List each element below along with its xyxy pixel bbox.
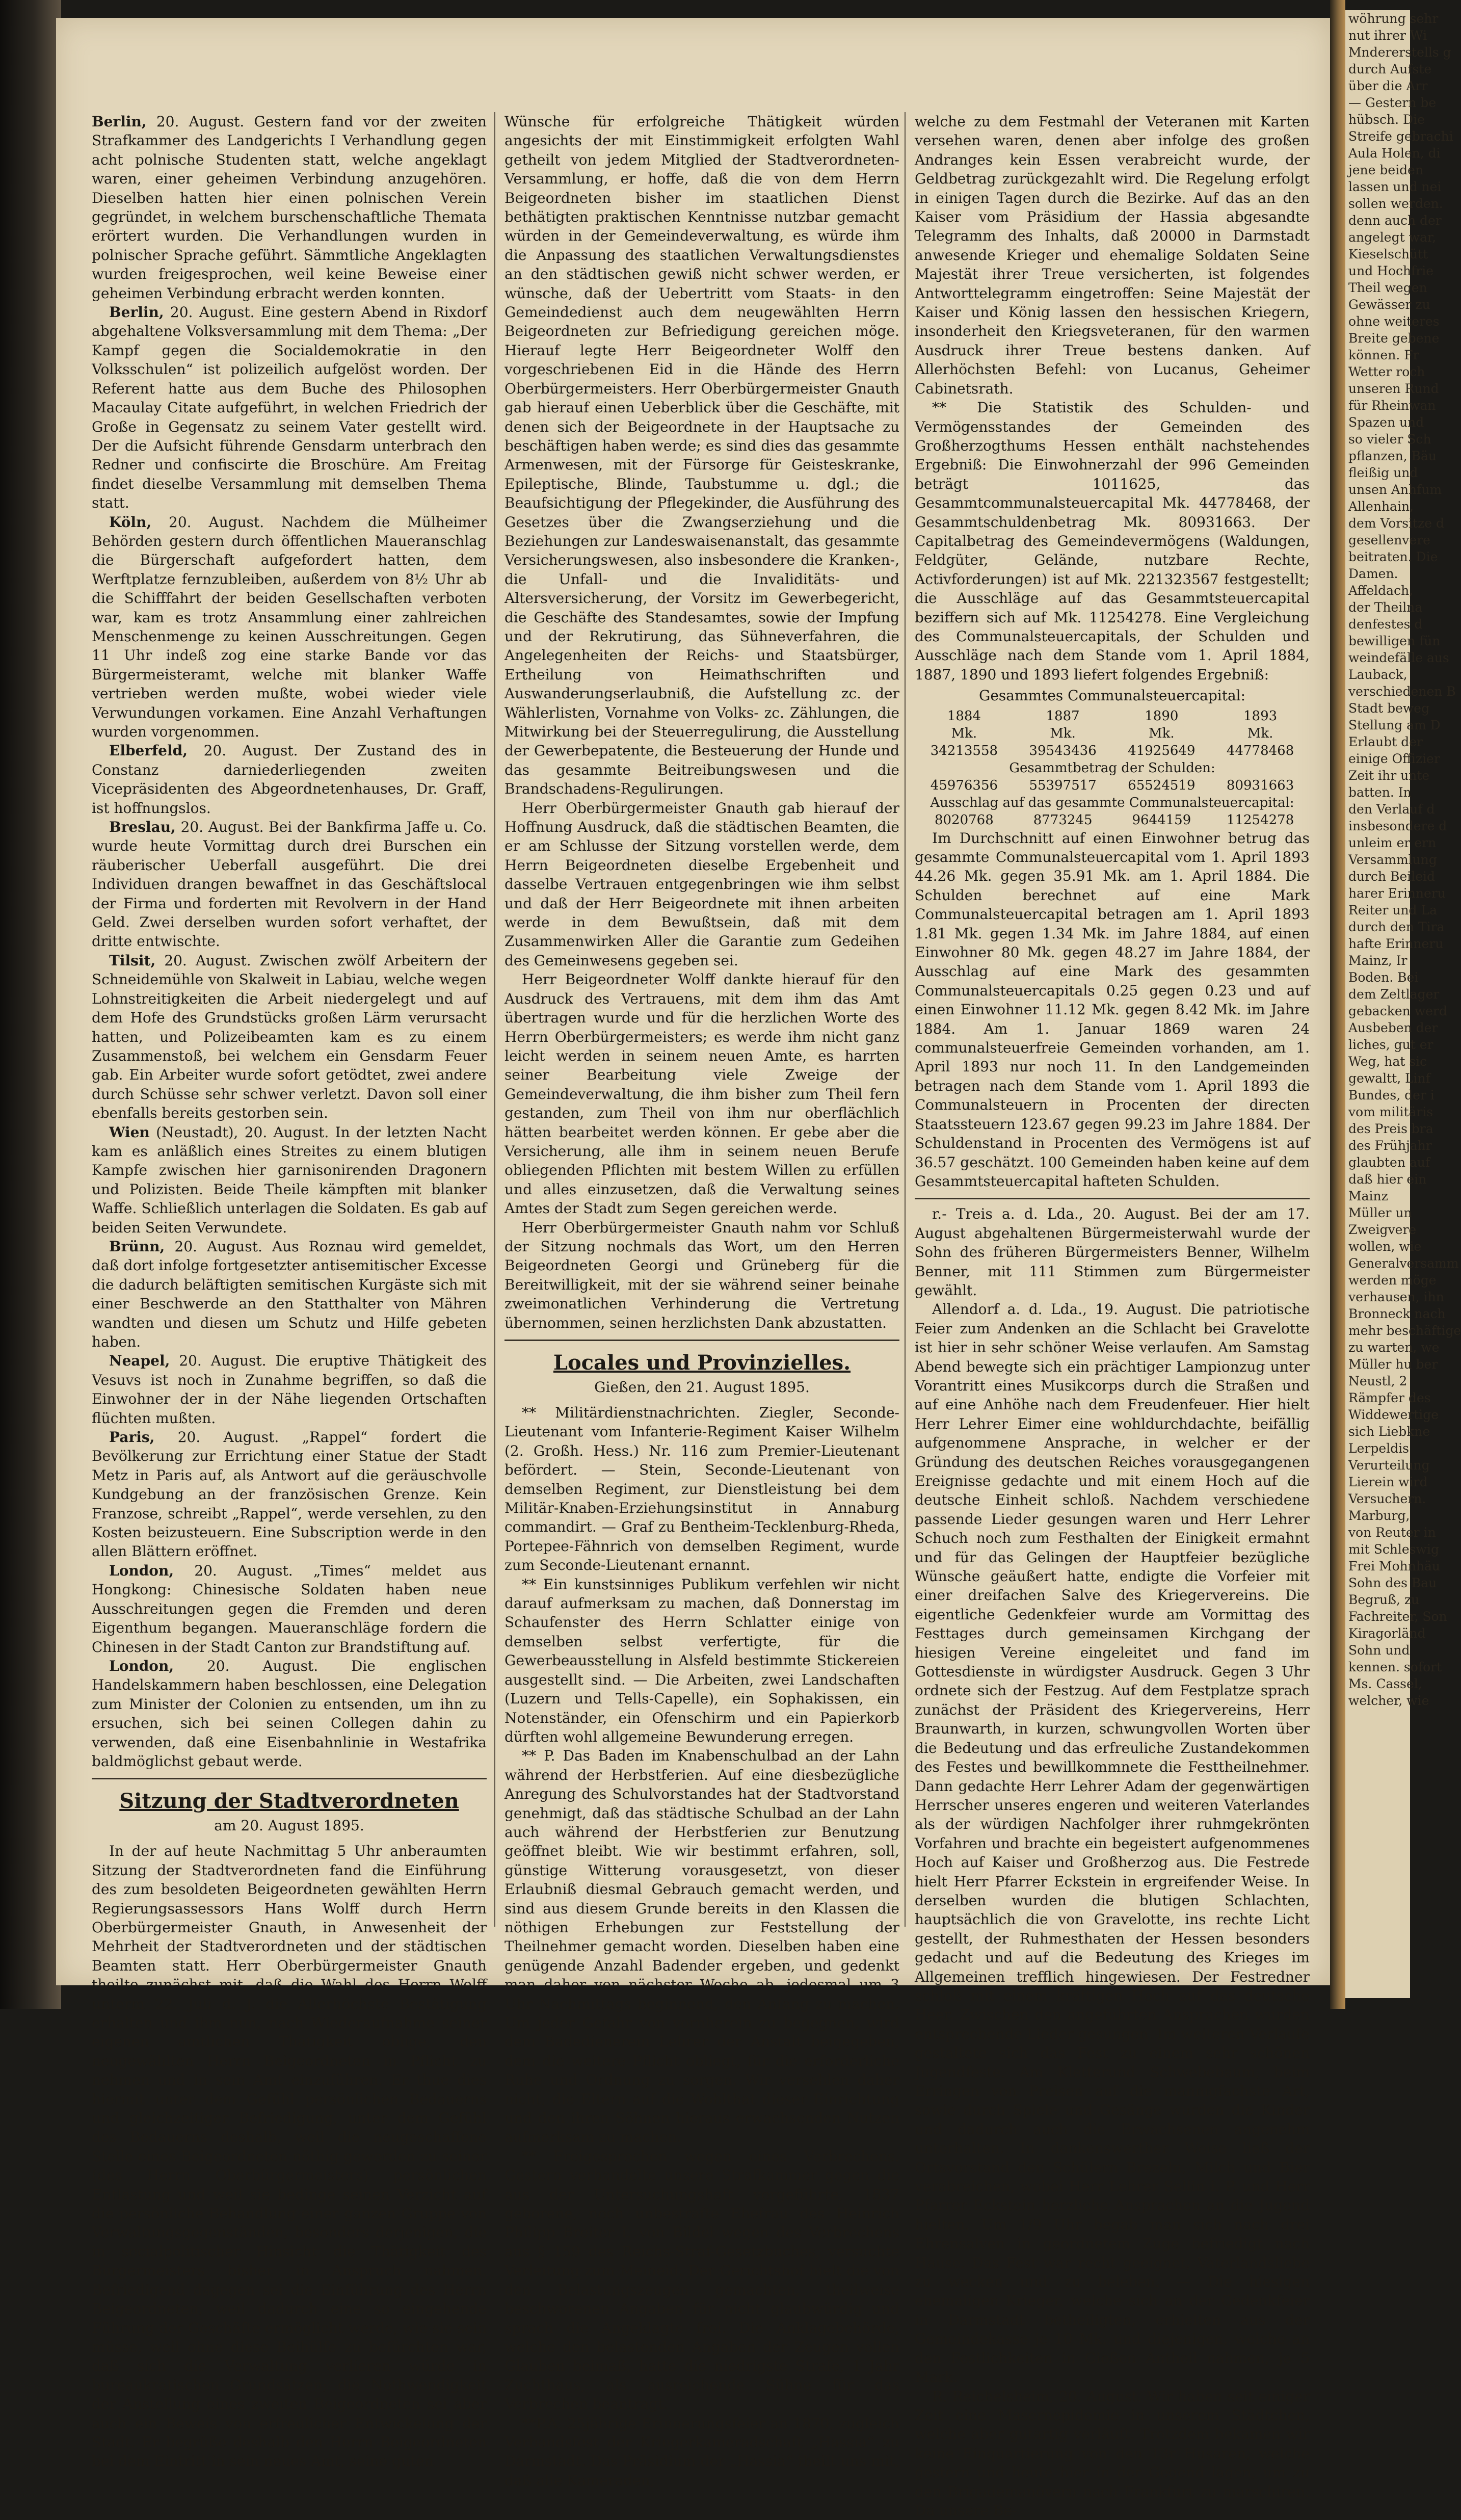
section-heading-locales: Locales und Provinzielles.: [504, 1350, 899, 1376]
adjacent-page-line: Widdewertige: [1348, 1406, 1410, 1423]
adjacent-page-line: fleißig und: [1348, 464, 1410, 481]
stats-debt-row: 45976356 55397517 65524519 80931663: [915, 777, 1310, 794]
adjacent-page-line: Versuchern.: [1348, 1490, 1410, 1507]
section-divider: [92, 1778, 487, 1779]
item-freigesprochen: ** Freigesprochen wegen eines Verbrechens. Gestern verhandelte unsere Strafkammer gegen die aus der Untersuchungshaft vorgeführte, 1837 geborene, noch unbestrafte Ehefrau des Heinrich Philipp Breiter I. von Bildel wegen des Verbrechens aus § 159 des Reichs-Straf-Gesetzbuches, versuchte Verleitung zum Meineid. Der Gerichtshof hielt die von den Belastungszeugen gemachten, theilweise beschworenen Angaben für nicht glaubwürdig und sprach die Angeklagte frei. Die Anklagebehörde, welche den belastenden Angaben der Zeugen vollen Glauben beimaß, hatte die niedrigste Strafe, 1 Jahr Zuchthaus, als ausreichende Sühne für das Verbrechen beantragt.: [504, 2147, 899, 2414]
item-allendorf: Allendorf a. d. Lda., 19. August. Die patriotische Feier zum Andenken an die Schlacht bei Gravelotte ist hier in sehr schöner Weise verlaufen. Am Samstag Abend bewegte sich ein prächtiger Lampionzug unter Vorantritt eines Musikcorps durch die Straßen und auf eine Anhöhe nach dem Freudenfeuer. Hier hielt Herr Lehrer Eimer eine wohldurchdachte, beifällig aufgenommene Ansprache, in welcher er der Gründung des deutschen Reiches vorausgegangenen Ereignisse gedachte und mit einem Hoch auf die deutsche Einheit schloß. Nachdem verschiedene passende Lieder gesungen waren und Herr Lehrer Schuch noch zum Festhalten der Einigkeit ermahnt und für das Gelingen der Hauptfeier bezügliche Wünsche geäußert hatte, endigte die Vorfeier mit einer dreifachen Salve des Kriegervereins. Die eigentliche Gedenkfeier wurde am Vormittag des Festtages durch gemeinsamen Kirchgang der hiesigen Vereine eingeleitet und fand im Gottesdienste in würdigster Ausdruck. Gegen 3 Uhr ordnete sich der Festzug. Auf dem Festplatze sprach zunächst der Präsident des Kriegervereins, Herr Braunwarth, in kurzen, schwungvollen Worten über die Bedeutung und das erfreuliche Zustandekommen des Festes und bewillkommnete die Festtheilnehmer. Dann gedachte Herr Lehrer Adam der gegenwärtigen Herrscher unseres engeren und weiteren Vaterlandes als der würdigen Nachfolger ihrer ruhmgekrönten Vorfahren und brachte ein begeistert aufgenommenes Hoch auf Kaiser und Großherzog aus. Die Festrede hielt Herr Pfarrer Eckstein in ergreifender Weise. In derselben wurden die blutigen Schlachten, hauptsächlich die von Gravelotte, ins rechte Licht gestellt, der Ruhmesthaten der Hessen besonders gedacht und auf die Bedeutung des Krieges im Allgemeinen trefflich hingewiesen. Der Festredner schloß mit einem kräftigen Hoch auf das deutsche Heer. Zwischen den angeführten Ansprachen wurden entsprechende Lieder gesungen. Im weiteren Verlaufe gestaltete sich das Fest zu einem sehr schönen Jugendfeste. Am Kletterund Schwebebaum, beim Erringen von Preisen auf die mannigfachste Art, sowie durch Spiele und Gesänge wurden die Kinder und dadurch auch die Erwachsenen angenehm unterhalten. In dankenswerther Weise ließ der Ortsvorstand den Schülern Brezeln, Milch und Bier verabreichen, wobei Herr Lehrer Sellin i. P. und Herr Pfarrer Eckstein herzliche Ansprachen an die Jugend hielten. Um 1/9 Uhr begab man sich nach drei Ehrensalven in geordnetem Zuge befriedigt nach Hause. Das Fest war recht geeignet, Vaterlandsliebe zu wecken und zu beleben. — Die hiesigen ehemaligen Krieger, welche sich an der Gedenkfeier in Darmstadt betheiligten, erhielten aus der Gemeindekasse je 10 Mk. und diejenigen, welche an den Festlichkeiten in Gießen Antheil nahmen, je 5 Mark.: [915, 1300, 1310, 2386]
adjacent-page-line: gebacken werd: [1348, 1003, 1410, 1019]
adjacent-page-line: Lierein wird: [1348, 1474, 1410, 1490]
adjacent-page-line: Theil wegen: [1348, 279, 1410, 296]
adjacent-page-line: Reiter und La: [1348, 902, 1410, 918]
adjacent-page-line: den Verlauf d: [1348, 801, 1410, 818]
adjacent-page-line: der Theilna: [1348, 599, 1410, 616]
adjacent-page-line: Bundes, der i: [1348, 1087, 1410, 1104]
adjacent-page-line: Kiragorländ: [1348, 1625, 1410, 1642]
adjacent-page-line: von Reuter in: [1348, 1524, 1410, 1541]
adjacent-page-line: unsen Anhfum: [1348, 481, 1410, 498]
adjacent-page-line: jene beiden: [1348, 162, 1410, 178]
adjacent-page-line: insbesondere d: [1348, 818, 1410, 834]
adjacent-page-line: Versammlung: [1348, 851, 1410, 868]
adjacent-page-line: wöhrung sehr: [1348, 10, 1410, 27]
adjacent-page-line: unleim er ern: [1348, 834, 1410, 851]
item-statistik: ** Die Statistik des Schulden- und Vermögensstandes der Gemeinden des Großherzogthums Hessen enthält nachstehendes Ergebniß: Die Einwohnerzahl der 996 Gemeinden beträgt 1011625, das Gesammtcommunalsteuercapital Mk. 44778468, der Gesammtschuldenbetrag Mk. 80931663. Der Capitalbetrag des Gemeindevermögens (Waldungen, Feldgüter, Gelände, nutzbare Rechte, Activforderungen) ist auf Mk. 221323567 festgestellt; die Ausschläge auf das Gesammtsteuercapital beziffern sich auf Mk. 11254278. Eine Vergleichung des Communalsteuercapitals, der Schulden und Ausschläge nach dem Stande vom 1. April 1884, 1887, 1890 und 1893 liefert folgendes Ergebniß:: [915, 398, 1310, 684]
column-rule: [905, 112, 906, 1927]
item-publikum: ** Ein kunstsinniges Publikum verfehlen wir nicht darauf aufmerksam zu machen, daß Donnerstag im Schaufenster des Herrn Schlatter einige von demselben selbst verfertigte, für die Gewerbeausstellung in Alsfeld bestimmte Stickereien ausgestellt sind. — Die Arbeiten, zwei Landschaften (Luzern und Tells-Capelle), ein Sophakissen, ein Notenständer, ein Ofenschirm und ein Papierkorb dürften wohl allgemeine Bewunderung erregen.: [504, 1575, 899, 1747]
adjacent-page-line: des Frühjahr: [1348, 1137, 1410, 1154]
adjacent-page-line: Gewässer zu: [1348, 296, 1410, 313]
stats-table: [915, 707, 1310, 829]
adjacent-page-line: hübsch. Die: [1348, 111, 1410, 128]
adjacent-page-line: Fachreiter, Son: [1348, 1608, 1410, 1625]
adjacent-page-line: Zweigvere: [1348, 1221, 1410, 1238]
adjacent-page-line: hafte Erinneru: [1348, 935, 1410, 952]
adjacent-page-line: Stellung am D: [1348, 717, 1410, 733]
adjacent-page-line: Lerpeldis: [1348, 1440, 1410, 1457]
adjacent-page-line: lassen und nei: [1348, 178, 1410, 195]
adjacent-page-line: Müller hu ber: [1348, 1356, 1410, 1373]
adjacent-page-line: Marburg,: [1348, 1507, 1410, 1524]
column-2: [504, 112, 899, 1927]
adjacent-page-line: Breite gebene: [1348, 330, 1410, 347]
adjacent-page-line: mit Schleswig: [1348, 1541, 1410, 1558]
adjacent-page-line: Erlaubt der: [1348, 733, 1410, 750]
adjacent-page-line: für Rheinwan: [1348, 397, 1410, 414]
adjacent-page-line: über die Arr: [1348, 77, 1410, 94]
adjacent-page-line: Kieselschütt: [1348, 246, 1410, 262]
adjacent-page-line: daß hier ein: [1348, 1171, 1410, 1188]
item-baden: ** P. Das Baden im Knabenschulbad an der Lahn während der Herbstferien. Auf eine diesbezügliche Anregung des Schulvorstandes hat der Stadtvorstand genehmigt, daß das städtische Schulbad an der Lahn auch während der Herbstferien zur Benutzung geöffnet bleibt. Wie wir bestimmt erfahren, soll, günstige Witterung vorausgesetzt, von dieser Erlaubniß diesmal Gebrauch gemacht werden, und sind aus diesem Grunde bereits in den Klassen die nöthigen Erhebungen zur Feststellung der Theilnehmer gemacht worden. Dieselben haben eine genügende Anzahl Badender ergeben, und gedenkt man daher von nächster Woche ab, jedesmal um 3 Uhr Nachmittags beginnend, den Anfang zu machen. Um jeder Gefahr von vornherein zu begegnen, wird dem Badedienerein Lehrer der Anstalt beigegeben, dem die weitere Pflicht obliegt, für die erforderliche Ruhe und Ordnung zu sorgen. Wir versehlen daher nicht, die Eltern auf die Wohlthat dieser Einrichtung und den ihren Söhnen hieraus erwachsenden Nutzen aufmerksam zu machen.: [504, 1746, 899, 2147]
stats-levy-title: Ausschlag auf das gesammte Communalsteuercapital:: [915, 794, 1310, 811]
article-sitzung-p2: Herr Oberbürgermeister Gnauth gab hierauf der Hoffnung Ausdruck, daß die städtischen Beamten, die er am Schlusse der Sitzung vorstellen werde, dem Herrn Beigeordneten dieselbe Ergebenheit und dasselbe Vertrauen entgegenbringen wie ihm selbst und daß der Herr Beigeordnete mit ihnen arbeiten werde in dem Bewußtsein, daß mit dem Zusammenwirken Aller die Garantie zum Gedeihen des Gemeinwesens gegeben sei.: [504, 799, 899, 970]
news-wien: Wien (Neustadt), 20. August. In der letzten Nacht kam es anläßlich eines Streites zu einem blutigen Kampfe zwischen hier garnisonirenden Dragonern und Polizisten. Beide Theile kämpften mit blanker Waffe. Schließlich unterlagen die Soldaten. Es gab auf beiden Seiten Verwundete.: [92, 1123, 487, 1237]
news-tilsit: Tilsit, 20. August. Zwischen zwölf Arbeitern der Schneidemühle von Skalweit in Labiau, welche wegen Lohnstreitigkeiten die Arbeit niedergelegt und auf dem Hofe des Grundstücks großen Lärm verursacht hatten, und Polizeibeamten kam es zu einem Zusammenstoß, bei welchem ein Gensdarm Feuer gab. Ein Arbeiter wurde sofort getödtet, zwei andere durch Schüsse sehr schwer verletzt. Davon soll einer ebenfalls bereits gestorben sein.: [92, 951, 487, 1123]
stats-years-row: 1884 1887 1890 1893: [915, 707, 1310, 725]
adjacent-page-line: Ms. Cassel,: [1348, 1675, 1410, 1692]
adjacent-page-line: — Gestern be: [1348, 94, 1410, 111]
item-statistik-cont: Im Durchschnitt auf einen Einwohner betrug das gesammte Communalsteuercapital vom 1. April 1893 44.26 Mk. gegen 35.91 Mk. am 1. April 1884. Die Schulden berechnet auf eine Mark Communalsteuercapital betragen am 1. April 1893 1.81 Mk. gegen 1.34 Mk. im Jahre 1884, auf einen Einwohner 80 Mk. gegen 48.27 im Jahre 1884, der Ausschlag auf eine Mark des gesammten Communalsteuercapitals 0.25 gegen 0.23 und auf einen Einwohner 11.12 Mk. gegen 8.42 Mk. im Jahre 1884. Am 1. Januar 1869 waren 24 communalsteuerfreie Gemeinden vorhanden, am 1. April 1893 nur noch 11. In den Landgemeinden betragen nach dem Stande vom 1. April 1893 die Communalsteuern in Procenten der directen Staatssteuern 123.67 gegen 99.23 im Jahre 1884. Der Schuldenstand in Procenten des Vermögens ist auf 36.57 geschätzt. 100 Gemeinden haben keine auf dem Gesammtsteuercapital hafteten Schulden.: [915, 829, 1310, 1191]
adjacent-page-line: Müller un: [1348, 1204, 1410, 1221]
adjacent-page-line: Bronneck nach: [1348, 1305, 1410, 1322]
adjacent-page-line: des Preis bra: [1348, 1120, 1410, 1137]
article-sitzung-p3: Herr Beigeordneter Wolff dankte hierauf für den Ausdruck des Vertrauens, mit dem ihm das Amt übertragen wurde und für die herzlichen Worte des Herrn Oberbürgermeisters; es werde ihm nicht ganz leicht werden in seinem neuen Amte, es harrten seiner Bearbeitung viele Zweige der Gemeindeverwaltung, die ihm bisher zum Theil fern gestanden, zum Theil von ihm nur oberflächlich hätten bearbeitet werden können. Er gebe aber die Versicherung, alle ihm in seinem neuen Berufe obliegenden Pflichten mit bestem Willen zu erfüllen und alles einzusetzen, daß die Verwaltung seines Amtes der Stadt zum Segen gereichen werde.: [504, 970, 899, 1218]
adjacent-page-line: zu warten, we: [1348, 1339, 1410, 1356]
adjacent-page-line: harer Erinneru: [1348, 885, 1410, 902]
news-berlin-2: Berlin, 20. August. Eine gestern Abend in Rixdorf abgehaltene Volksversammlung mit dem Thema: „Der Kampf gegen die Socialdemokratie in den Volksschulen“ ist polizeilich aufgelöst worden. Der Referent hatte aus dem Buche des Philosophen Macaulay Citate aufgeführt, in welchen Friedrich der Große in Gegensatz zu seinem Vater gestellt wird. Der die Aufsicht führende Gensdarm unterbrach den Redner und confiscirte die Broschüre. Am Freitag findet dieselbe Versammlung mit demselben Thema statt.: [92, 303, 487, 512]
column-1: [92, 112, 487, 1927]
item-erinnerungsfeier: **P.A. 25jährige Erinnerungsfeier an 1870, zugleich Verbandsfest der Kriegerkameradschaft „Hassia“ zu Darmstadt. Das Präsidium der „Hassia“ theilt uns mit, daß alle Kameraden,: [504, 2414, 899, 2490]
adjacent-page-line: Allenhain,: [1348, 498, 1410, 515]
adjacent-page-line: sich Liebkne: [1348, 1423, 1410, 1440]
book-spine: [0, 0, 61, 2009]
adjacent-page-line: mehr beschäftige: [1348, 1322, 1410, 1339]
news-berlin-1: Berlin, 20. August. Gestern fand vor der zweiten Strafkammer des Landgerichts I Verhandlung gegen acht polnische Studenten statt, welche angeklagt waren, einer geheimen Verbindung anzugehören. Dieselben hatten hier einen polnischen Verein gegründet, in welchem burschenschaftliche Themata erörtert wurden. Die Verhandlungen wurden in polnischer Sprache geführt. Sämmtliche Angeklagten wurden freigesprochen, weil keine Beweise einer geheimen Verbindung erbracht werden konnten.: [92, 112, 487, 303]
adjacent-page-line: Weg, hat sic: [1348, 1053, 1410, 1070]
adjacent-page-line: so vieler Sch: [1348, 431, 1410, 448]
stats-capital-title: Gesammtes Communalsteuercapital:: [915, 686, 1310, 705]
news-bruenn: Brünn, 20. August. Aus Roznau wird gemeldet, daß dort infolge fortgesetzter antisemitischer Excesse die dadurch beläftigten semitischen Kurgäste sich mit einer Beschwerde an den Statthalter von Mähren wandten und diesen um Schutz und Hilfe gebeten haben.: [92, 1237, 487, 1351]
adjacent-page-line: Boden. Bei: [1348, 969, 1410, 986]
column-3: [915, 112, 1310, 1927]
adjacent-page-line: Mndererstells g: [1348, 44, 1410, 61]
adjacent-page-line: Sohn des Bau: [1348, 1574, 1410, 1591]
adjacent-page-line: Generalversamm: [1348, 1255, 1410, 1272]
adjacent-page-line: vom militäris: [1348, 1104, 1410, 1120]
section-heading-sitzung: Sitzung der Stadtverordneten: [92, 1789, 487, 1814]
item-militaer: ** Militärdienstnachrichten. Ziegler, Seconde-Lieutenant vom Infanterie-Regiment Kaiser Wilhelm (2. Großh. Hess.) Nr. 116 zum Premier-Lieutenant befördert. — Stein, Seconde-Lieutenant von demselben Regiment, zur Dienstleistung bei dem Militär-Knaben-Erziehungsinstitut in Annaburg commandirt. — Graf zu Bentheim-Tecklenburg-Rheda, Portepee-Fähnrich von demselben Regiment, wurde zum Seconde-Lieutenant ernannt.: [504, 1403, 899, 1575]
adjacent-page-line: verschiedenen B: [1348, 683, 1410, 700]
adjacent-page-line: welcher, wie: [1348, 1692, 1410, 1709]
item-erinnerungsfeier-cont: welche zu dem Festmahl der Veteranen mit Karten versehen waren, denen aber infolge des großen Andranges kein Essen verabreicht wurde, der Geldbetrag zurückgezahlt wird. Die Regelung erfolgt in einigen Tagen durch die Bezirke. Auf das an den Kaiser vom Präsidium der Hassia abgesandte Telegramm des Inhalts, daß 20000 in Darmstadt anwesende Krieger und ehemalige Soldaten Seine Majestät ihrer Treue versicherten, ist folgendes Antworttelegramm eingetroffen: Seine Majestät der Kaiser und König lassen den hessischen Kriegern, insonderheit den Kriegsveteranen, für den warmen Ausdruck ihrer Treue bestens danken. Auf Allerhöchsten Befehl: von Lucanus, Geheimer Cabinetsrath.: [915, 112, 1310, 398]
adjacent-page-line: ohne weiteres: [1348, 313, 1410, 330]
article-sitzung-p4: Herr Oberbürgermeister Gnauth nahm vor Schluß der Sitzung nochmals das Wort, um den Herren Beigeordneten Georgi und Grüneberg für die Bereitwilligkeit, mit der sie während seiner beinahe zweimonatlichen Verhinderung die Vertretung übernommen, seinen herzlichsten Dank abzustatten.: [504, 1218, 899, 1332]
adjacent-page-line: Damen.: [1348, 565, 1410, 582]
item-treis: r.- Treis a. d. Lda., 20. August. Bei der am 17. August abgehaltenen Bürgermeisterwahl wurde der Sohn des früheren Bürgermeisters Benner, Wilhelm Benner, mit 111 Stimmen zum Bürgermeister gewählt.: [915, 1204, 1310, 1300]
adjacent-page-line: liches, gut er: [1348, 1036, 1410, 1053]
adjacent-page-line: Begruß, zu: [1348, 1591, 1410, 1608]
news-breslau: Breslau, 20. August. Bei der Bankfirma Jaffe u. Co. wurde heute Vormittag durch drei Burschen ein räuberischer Ueberfall ausgeführt. Die drei Individuen drangen bewaffnet in das Geschäftslocal der Firma und forderten mit Revolvern in der Hand Geld. Zwei derselben wurden sofort verhaftet, der dritte entwischte.: [92, 818, 487, 951]
adjacent-page-line: nut ihrer Wi: [1348, 27, 1410, 44]
adjacent-page-line: Streife gebrachi: [1348, 128, 1410, 145]
adjacent-page-line: denfestes d: [1348, 616, 1410, 633]
adjacent-page-line: weindefälle aus: [1348, 649, 1410, 666]
adjacent-page-line: glaubten auf: [1348, 1154, 1410, 1171]
section-date-sitzung: am 20. August 1895.: [92, 1816, 487, 1835]
news-koeln: Köln, 20. August. Nachdem die Mülheimer Behörden gestern durch öffentlichen Maueranschlag die Bürgerschaft aufgefordert hatten, dem Werftplatze fernzubleiben, außerdem von 8½ Uhr ab die Schifffahrt der beiden Gesellschaften verboten war, kam es trotz Ansammlung einer zahlreichen Menschenmenge zu keinen Ausschreitungen. Gegen 11 Uhr indeß zog eine starke Bande vor das Bürgermeisteramt, welche mit blanker Waffe vertrieben werden mußte, wobei wieder viele Verwundungen vorkamen. Eine Anzahl Verhaftungen wurden vorgenommen.: [92, 513, 487, 742]
stats-unit-row: Mk. Mk. Mk. Mk.: [915, 725, 1310, 742]
adjacent-page-line: beitraten. Die: [1348, 548, 1410, 565]
adjacent-page-line: pflanzen, Bäu: [1348, 448, 1410, 464]
item-reichelsheim: R. Reichelsheim, 20. August. Wir haben seit einiger Zeit eine Masernepidemie in unserem Städtchen, welche aber gutartig verläuft. Trotzdem bekamen wir keine Einquartierung von den 13r Husaren, welche gestern und heute hier in der Gegend lagen, um zu den Brigademanövern nach Frankfurt zu marschiren. Da unsere Be-: [915, 2387, 1310, 2520]
adjacent-page-line: dem Vorsitze d: [1348, 515, 1410, 532]
adjacent-page-line: Zeit ihr unte: [1348, 767, 1410, 784]
adjacent-page-line: dem Zeltlager: [1348, 986, 1410, 1003]
adjacent-page-line: bewilligen fün: [1348, 633, 1410, 649]
adjacent-page-line: Mainz: [1348, 1188, 1410, 1204]
stats-debt-title: Gesammtbetrag der Schulden:: [915, 759, 1310, 777]
news-elberfeld: Elberfeld, 20. August. Der Zustand des in Constanz darniederliegenden zweiten Vicepräsidenten des Abgeordnetenhauses, Dr. Graff, ist hoffnungslos.: [92, 741, 487, 818]
news-london-1: London, 20. August. „Times“ meldet aus Hongkong: Chinesische Soldaten haben neue Ausschreitungen gegen die Fremden und deren Eigenthum begangen. Maueranschläge fordern die Chinesen in der Stadt Canton zur Brandstiftung auf.: [92, 1561, 487, 1657]
adjacent-page-line: und Hochfrie: [1348, 262, 1410, 279]
adjacent-page-line: Neustl, 2: [1348, 1373, 1410, 1389]
adjacent-page-line: durch Aufste: [1348, 61, 1410, 77]
stats-levy-row: 8020768 8773245 9644159 11254278: [915, 811, 1310, 829]
column-rule: [494, 112, 495, 1927]
adjacent-page-line: angelegt war,: [1348, 229, 1410, 246]
adjacent-page-line: kennen. sofort: [1348, 1659, 1410, 1675]
adjacent-page-line: Spazen und: [1348, 414, 1410, 431]
article-sitzung-text: In der auf heute Nachmittag 5 Uhr anberaumten Sitzung der Stadtverordneten fand die Einführung des zum besoldeten Beigeordneten gewählten Herrn Regierungsassessors Hans Wolff durch Herrn Oberbürgermeister Gnauth, in Anwesenheit der Mehrheit der Stadtverordneten und der städtischen Beamten statt. Herr Oberbürgermeister Gnauth theilte zunächst mit, daß die Wahl des Herrn Wolff unterm 22. Juli d. J. die Allerhöchste Bestätigung erhalten und ihm nun, nach Wiederaufnahme seiner eigenen amtlichen Thätigkeit oblige, den neugewählten Herrn Beigeordneten in Pflicht zu nehmen und in sein Amt einzuführen. Er thue dies hiermit unter dem Gefühl persönlichen Bedauerns und gleichzeitiger Befriedigung, unter dem Gefühl des Bedauerns deshalb, weil die neugeschaffene Stelle eines Beigeordneten nöthig geworden zu seiner (des Herrn Oberbürgermeisters) persönlichen Entlastung und weil sie bedinge seinen Verzicht auf die persönliche Behandlung einer ganzen Gruppe von Verwaltungsgegenständen, besonders derjenigen, die in socialpolitischer Hinsicht die Thätigkeit des Bürgermeisters bisher in Anspruch nahmen. Befriedigend dagegen sei die Einführung des Herrn Beigeordneten, weil dadurch eine so eingehende Führung der Geschäfte ermöglicht werde, wie sie sein müsse, weil ohne diese Beihülfe zu befürchten war, daß sich die Verwaltung verlieren würde in bureaukratischen Grundsätzen; die Nothwendigkeit der Anstellung eines zweiten Beigeordneten sei aber auch ein Beweis von erfreulicher Entwickelung der Stadt. Er begrüße deshalb den Herrn Beigeordneten bei dem Eintritt in sein neues Amt, seine guten: [92, 1842, 487, 2471]
adjacent-page-line: verhausen, ihn: [1348, 1289, 1410, 1305]
section-divider: [504, 1340, 899, 1341]
adjacent-page-line: Aula Holen, di: [1348, 145, 1410, 162]
adjacent-page-line: Rämpfer des: [1348, 1389, 1410, 1406]
adjacent-page-line: gewaltt, Linf: [1348, 1070, 1410, 1087]
dateline-giessen: Gießen, den 21. August 1895.: [504, 1378, 899, 1397]
adjacent-page-line: durch den Tira: [1348, 918, 1410, 935]
article-sitzung-cont: Wünsche für erfolgreiche Thätigkeit würden angesichts der mit Einstimmigkeit erfolgten Wahl getheilt von jedem Mitglied der Stadtverordneten-Versammlung, er hoffe, daß die von dem Herrn Beigeordneten bisher im staatlichen Dienst bethätigten praktischen Kenntnisse nutzbar gemacht würden in der Gemeindeverwaltung, es würde ihm die Anpassung des staatlichen Verwaltungsdienstes an den städtischen gewiß nicht schwer werden, er wünsche, daß der Uebertritt vom Staats- in den Gemeindedienst auch dem neugewählten Herrn Beigeordneten zur Befriedigung gereichen möge. Hierauf legte Herr Beigeordneter Wolff den vorgeschriebenen Eid in die Hände des Herrn Oberbürgermeisters. Herr Oberbürgermeister Gnauth gab hierauf einen Ueberblick über die Geschäfte, mit denen sich der Beigeordnete in der Hauptsache zu beschäftigen haben werde; es sind dies das gesammte Armenwesen, mit der Fürsorge für Geisteskranke, Epileptische, Blinde, Taubstumme u. dgl.; die Beaufsichtigung der Pflegekinder, die Ausführung des Gesetzes über die Zwangserziehung und die Beziehungen zur Landeswaisenanstalt, das gesammte Versicherungswesen, also insbesondere die Kranken-, die Unfall- und die Invaliditäts- und Altersversicherung, der Vorsitz im Gewerbegericht, die Geschäfte des Standesamtes, sowie der Impfung und der Rekrutirung, das Sühneverfahren, die Angelegenheiten der Reichs- und Staatsbürger, Ertheilung von Heimathschriften und Auswanderungserlaubniß, die Aufstellung zc. der Wählerlisten, Vornahme von Volks- zc. Zählungen, die Mitwirkung bei der Steuerregulirung, die Ausstellung der Gewerbepatente, die Besteuerung der Hunde und das gesammte Beitreibungswesen und die Brandschadens-Regulirungen.: [504, 112, 899, 799]
adjacent-page-line: batten. In: [1348, 784, 1410, 801]
adjacent-page-line: gesellenvere: [1348, 532, 1410, 548]
news-paris: Paris, 20. August. „Rappel“ fordert die Bevölkerung zur Errichtung einer Statue der Stadt Metz in Paris auf, als Antwort auf die geräuschvolle Kundgebung an der französischen Grenze. Kein Franzose, schreibt „Rappel“, werde versehlen, zu den Kosten beizusteuern. Eine Subscription werde in den allen Blättern eröffnet.: [92, 1428, 487, 1561]
stats-capital-row: 34213558 39543436 41925649 44778468: [915, 742, 1310, 759]
adjacent-page-line: Ausbeben der: [1348, 1019, 1410, 1036]
adjacent-page-line: werden möge: [1348, 1272, 1410, 1289]
adjacent-page-line: Affeldach,: [1348, 582, 1410, 599]
adjacent-page-line: Frei Mohnhäu: [1348, 1558, 1410, 1574]
adjacent-page-line: denn auch der: [1348, 212, 1410, 229]
adjacent-page-line: sollen werden.: [1348, 195, 1410, 212]
adjacent-page-line: Verurteilung: [1348, 1457, 1410, 1474]
news-london-2: London, 20. August. Die englischen Handelskammern haben beschlossen, eine Delegation zum Minister der Colonien zu entsenden, um ihn zu ersuchen, sich bei seinen Collegen dahin zu verwenden, daß eine Eisenbahnlinie in Westafrika baldmöglichst gebaut werde.: [92, 1657, 487, 1771]
adjacent-page-line: Wetter roch: [1348, 363, 1410, 380]
adjacent-page-line: Sohn und: [1348, 1642, 1410, 1659]
adjacent-page-line: Lauback,: [1348, 666, 1410, 683]
adjacent-page-line: durch Beileid: [1348, 868, 1410, 885]
adjacent-page-line: wollen, wie: [1348, 1238, 1410, 1255]
adjacent-page-line: unseren Rund: [1348, 380, 1410, 397]
news-neapel: Neapel, 20. August. Die eruptive Thätigkeit des Vesuvs ist noch in Zunahme begriffen, so daß die Einwohner der in der Nähe liegenden Ortschaften flüchten mußten.: [92, 1351, 487, 1428]
section-divider: [915, 1198, 1310, 1199]
adjacent-page-line: Mainz, Ir: [1348, 952, 1410, 969]
adjacent-page-line: können. Fr: [1348, 347, 1410, 363]
adjacent-page-edge: [1345, 10, 1410, 1998]
page-gutter: [1330, 0, 1345, 2009]
adjacent-page-line: Stadt beweg: [1348, 700, 1410, 717]
adjacent-page-line: einige Offizier: [1348, 750, 1410, 767]
